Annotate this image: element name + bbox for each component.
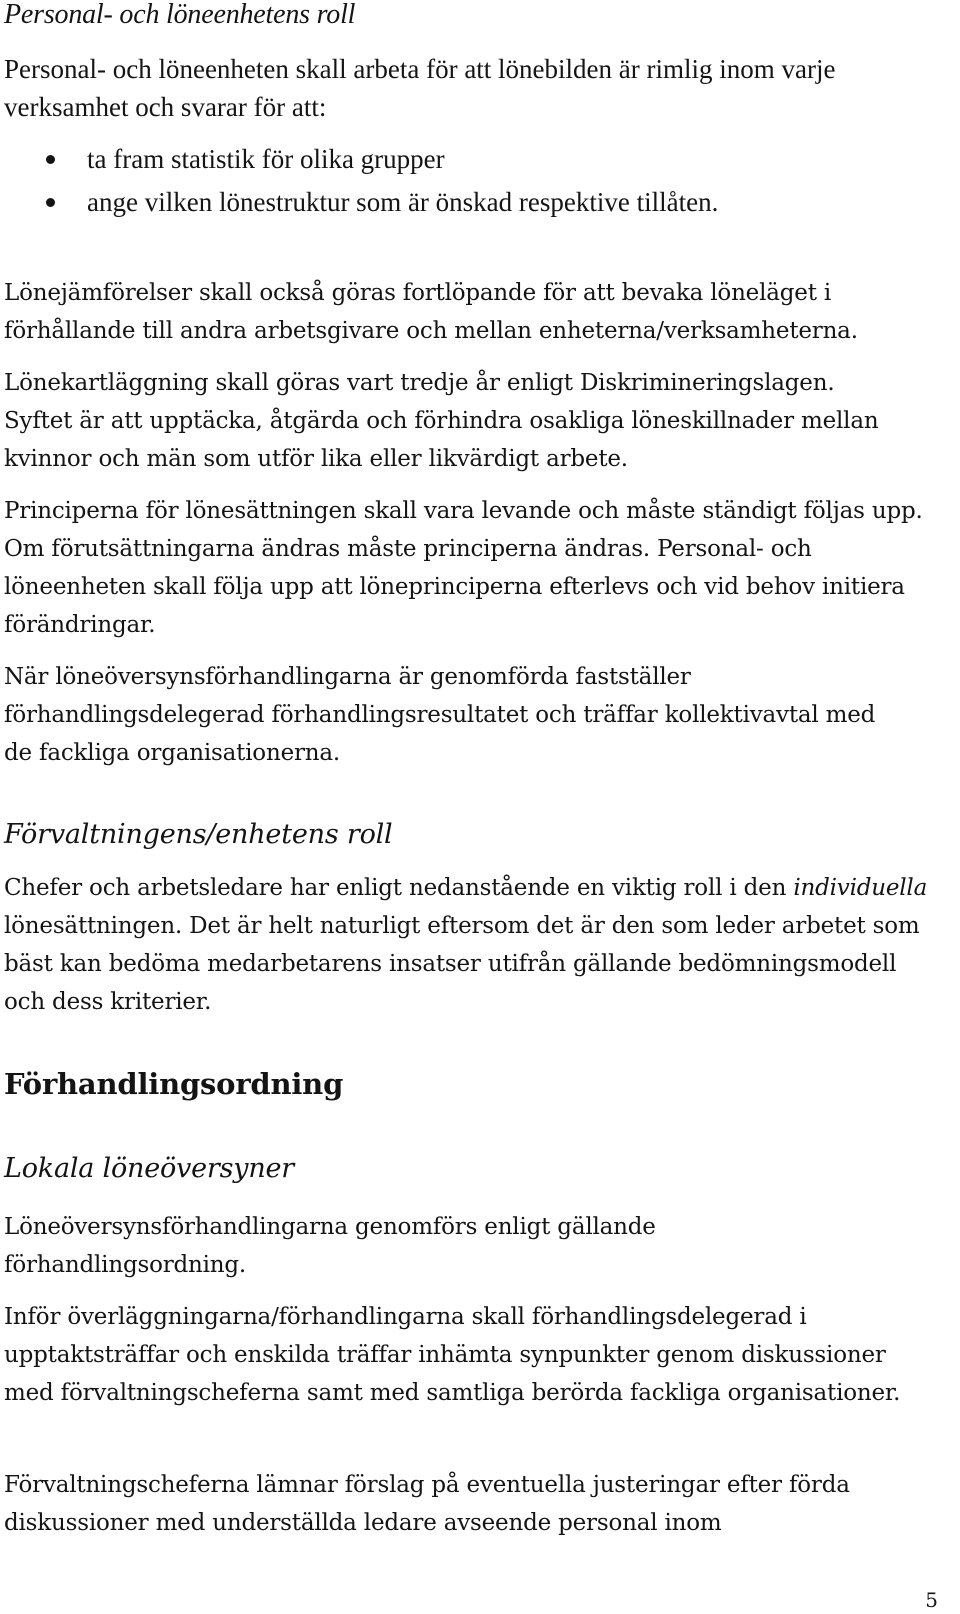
chefer-text-part2: lönesättningen. Det är helt naturligt eftersom det är den som leder arbetet som bäst kan bedöma medarbetarens insatser utifrån gällande bedömningsmodell och dess kriterier.: [4, 913, 920, 1015]
paragraph-chefer: [4, 869, 934, 1021]
paragraph-infor: Inför överläggningarna/förhandlingarna skall förhandlingsdelegerad i upptaktsträffar och enskilda träffar inhämta synpunkter genom diskussioner med förvaltningscheferna samt med samtliga berörda fackliga organisationer.: [4, 1304, 901, 1406]
paragraph-syftet: Syftet är att upptäcka, åtgärda och förhindra osakliga löneskillnader mellan kvinnor och män som utför lika eller likvärdigt arbete.: [4, 408, 879, 472]
list-item-text: ta fram statistik för olika grupper: [87, 144, 445, 174]
responsibility-list: [0, 138, 950, 224]
heading-lokala-loneoversyner: Lokala löneöversyner: [4, 1153, 294, 1184]
chefer-text-part1: Chefer och arbetsledare har enligt nedanstående en viktig roll i den: [4, 875, 787, 901]
paragraph-lonekartlaggning: Lönekartläggning skall göras vart tredje år enligt Diskrimineringslagen.: [4, 370, 835, 396]
page-number: 5: [925, 1588, 938, 1612]
heading-personal-role: Personal- och löneenhetens roll: [4, 0, 356, 30]
paragraph-forvaltningscheferna: Förvaltningscheferna lämnar förslag på eventuella justeringar efter förda diskussioner med underställda ledare avseende personal inom: [4, 1472, 850, 1536]
paragraph-loneoversyns-genomfors: Löneöversynsförhandlingarna genomförs enligt gällande förhandlingsordning.: [4, 1214, 656, 1278]
bullet-icon: [46, 198, 55, 207]
list-item: [0, 181, 950, 224]
bullet-icon: [46, 155, 55, 164]
chefer-text-emphasis: individuella: [793, 875, 928, 901]
paragraph-nar-loneoversyns: När löneöversynsförhandlingarna är genomförda fastställer förhandlingsdelegerad förhandlingsresultatet och träffar kollektivavtal med de fackliga organisationerna.: [4, 664, 876, 766]
paragraph-lonejamforelser: Lönejämförelser skall också göras fortlöpande för att bevaka löneläget i förhållande till andra arbetsgivare och mellan enheterna/verksamheterna.: [4, 280, 858, 344]
paragraph-principerna: Principerna för lönesättningen skall vara levande och måste ständigt följas upp. Om förutsättningarna ändras måste principerna ändras. Personal- och löneenheten skall följa upp att löneprinciperna efterlevs och vid behov initiera förändringar.: [4, 498, 923, 638]
heading-forhandlingsordning: Förhandlingsordning: [4, 1067, 344, 1101]
list-item: [0, 138, 950, 181]
paragraph-personal-intro: Personal- och löneenheten skall arbeta för att lönebilden är rimlig inom varje verksamhet och svarar för att:: [4, 54, 836, 122]
heading-forvaltning-role: Förvaltningens/enhetens roll: [4, 819, 393, 850]
list-item-text: ange vilken lönestruktur som är önskad respektive tillåten.: [87, 187, 719, 217]
